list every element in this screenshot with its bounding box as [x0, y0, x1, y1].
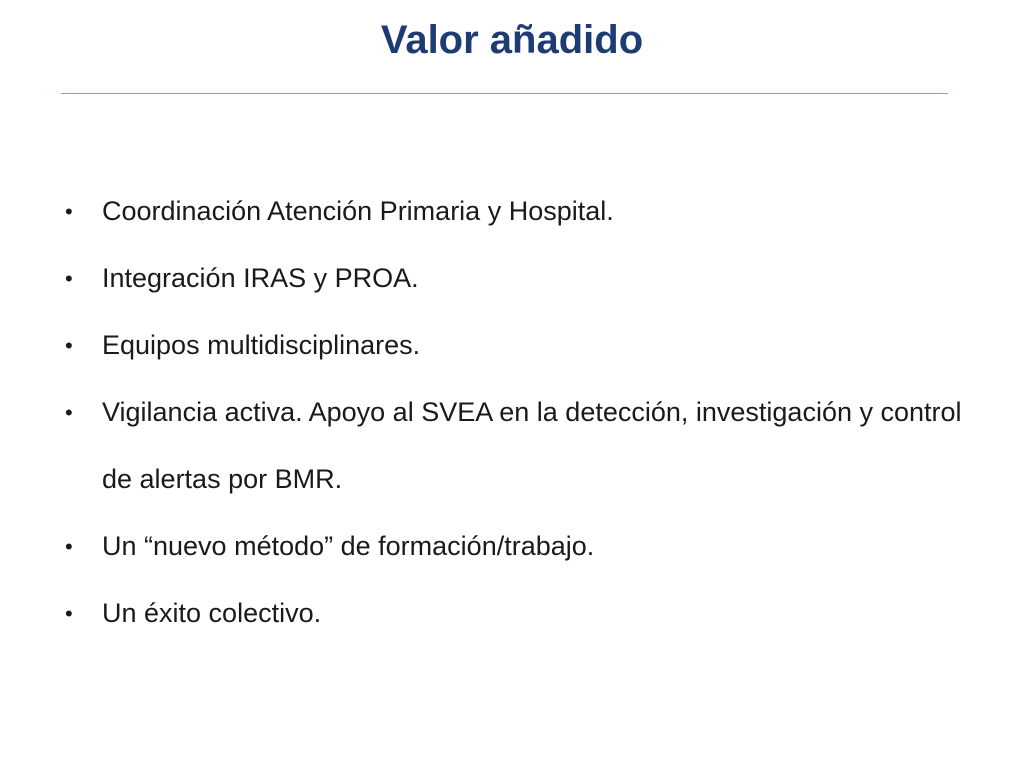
- bullet-icon: •: [65, 199, 73, 224]
- bullet-icon: •: [65, 534, 73, 559]
- list-item-text: Coordinación Atención Primaria y Hospital.: [102, 196, 614, 226]
- bullet-icon: •: [65, 266, 73, 291]
- list-item-text: Equipos multidisciplinares.: [102, 330, 421, 360]
- bullet-icon: •: [65, 400, 73, 425]
- list-item: [61, 513, 971, 580]
- list-item: [61, 245, 971, 312]
- list-item-text: Un “nuevo método” de formación/trabajo.: [102, 531, 595, 561]
- bullet-icon: •: [65, 601, 73, 626]
- list-item-text: Vigilancia activa. Apoyo al SVEA en la detección, investigación y control de alertas por BMR.: [102, 397, 962, 494]
- list-item-text: Integración IRAS y PROA.: [102, 263, 419, 293]
- list-item: [61, 580, 971, 647]
- list-item: [61, 379, 971, 513]
- title-divider: [61, 93, 948, 94]
- list-item-text: Un éxito colectivo.: [102, 598, 322, 628]
- bullet-icon: •: [65, 333, 73, 358]
- list-item: [61, 178, 971, 245]
- list-item: [61, 312, 971, 379]
- bullet-list: [61, 178, 971, 647]
- slide-title: Valor añadido: [380, 18, 644, 62]
